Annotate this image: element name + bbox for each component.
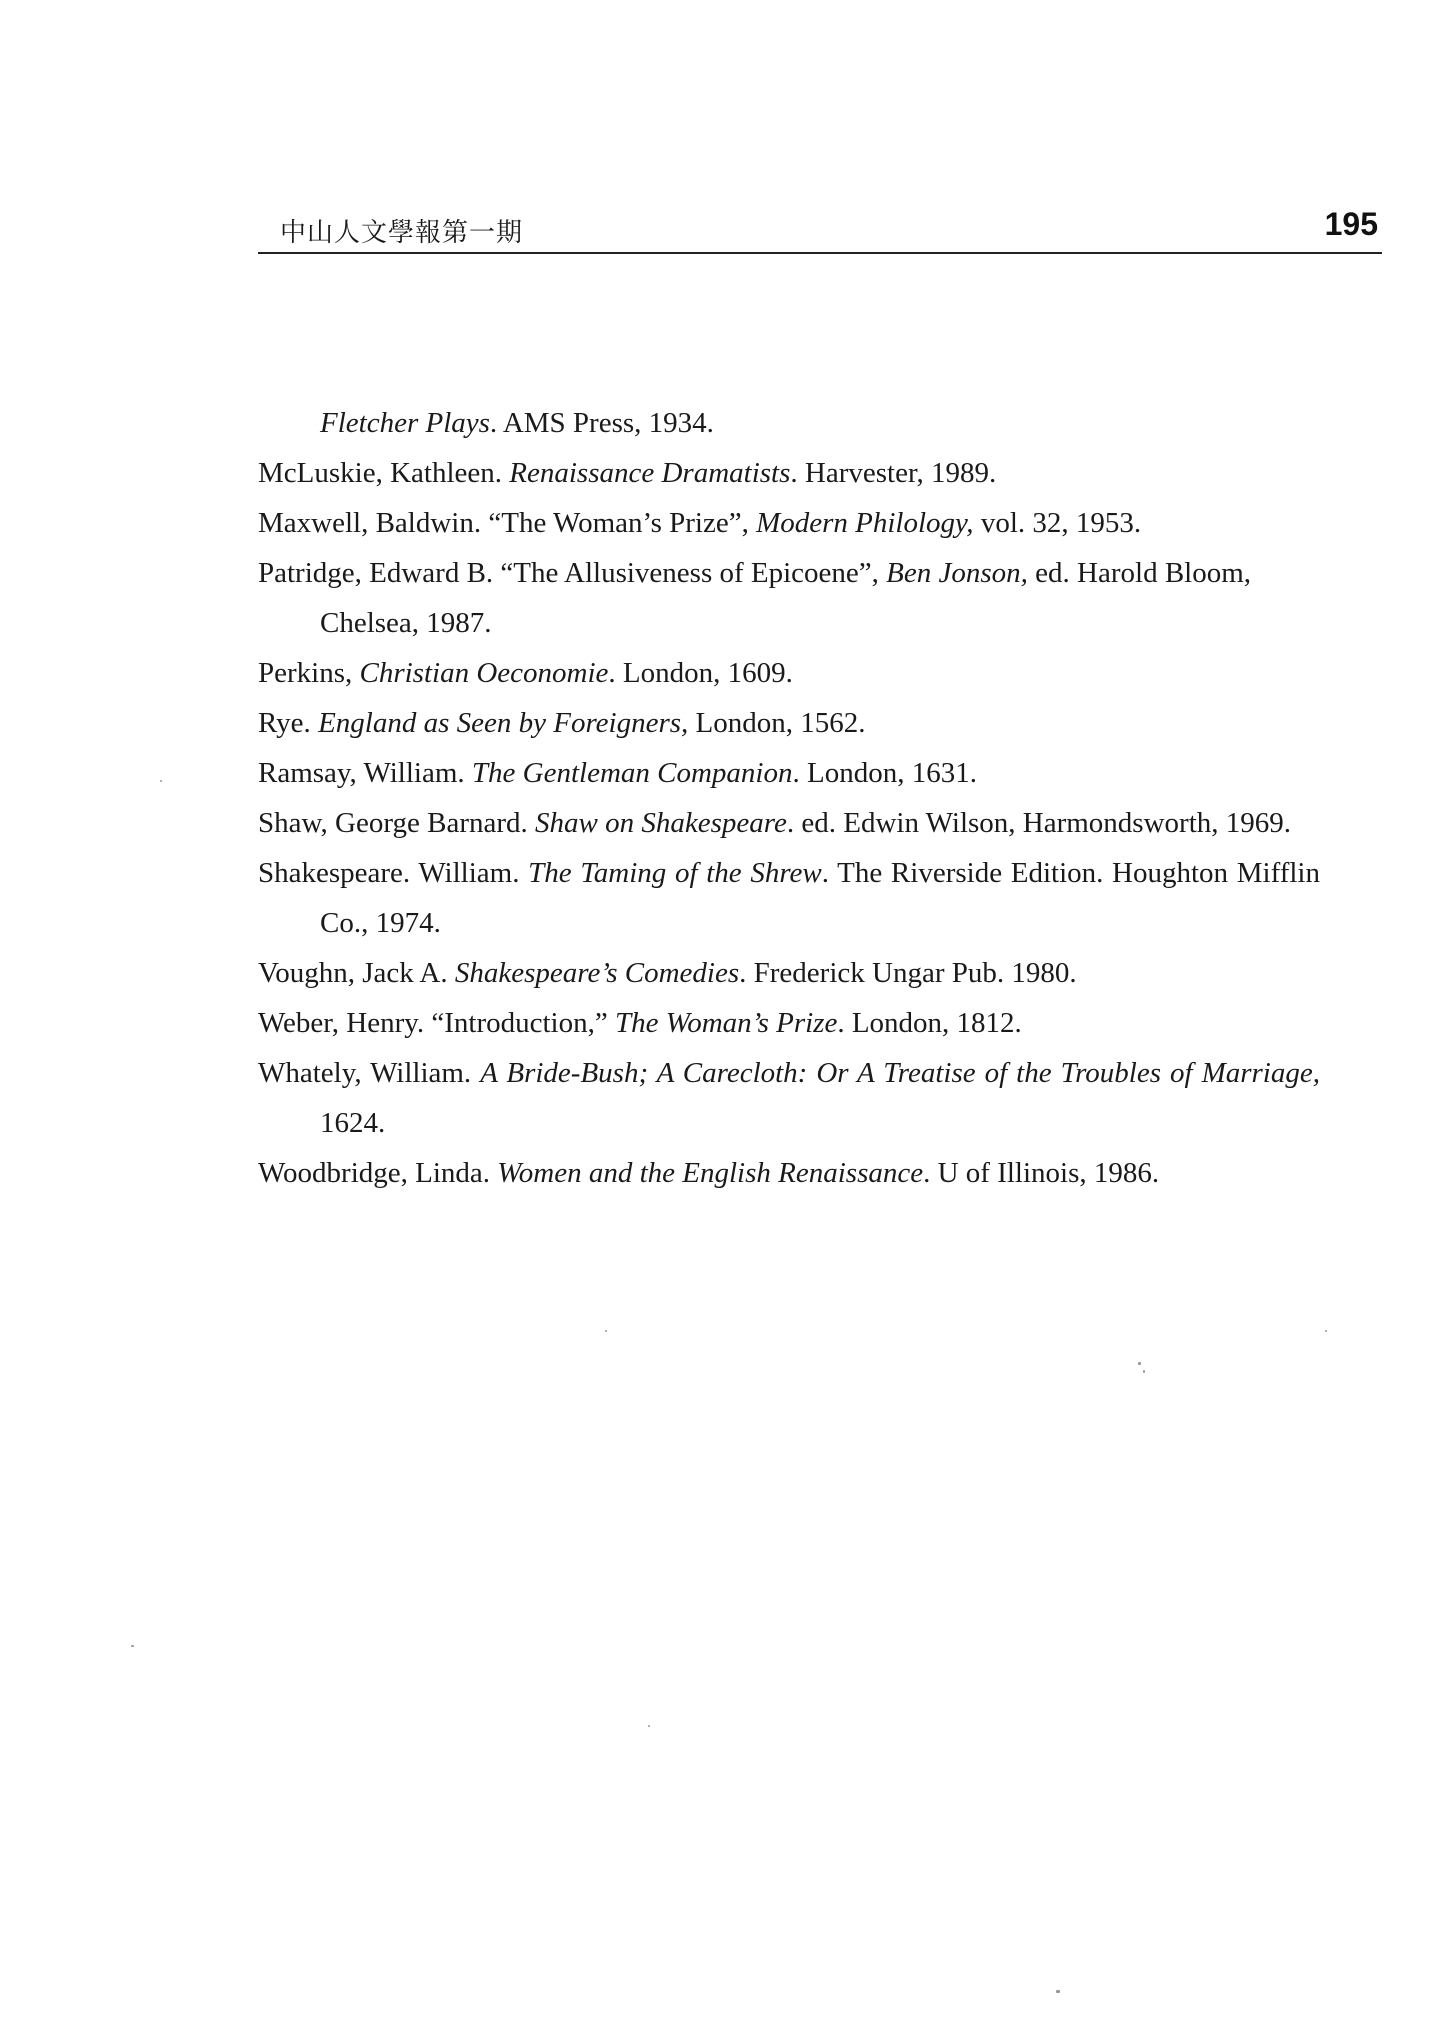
- entry-title-italic: Christian Oeconomie: [359, 657, 609, 689]
- entry-text: Woodbridge, Linda.: [258, 1157, 498, 1189]
- entry-text: . Harvester, 1989.: [790, 457, 997, 489]
- page-number: 195: [1324, 206, 1378, 242]
- entry-text: . London, 1609.: [608, 657, 793, 689]
- scan-speck: [1056, 1990, 1060, 1993]
- bibliography-entry: [258, 548, 1320, 648]
- entry-text: Voughn, Jack A.: [258, 957, 455, 989]
- entry-text: McLuskie, Kathleen.: [258, 457, 510, 489]
- entry-title-italic: Renaissance Dramatists: [509, 457, 791, 489]
- entry-text: Ramsay, William.: [258, 757, 472, 789]
- bibliography-entry: [258, 398, 1320, 448]
- bibliography-entry: [258, 798, 1320, 848]
- entry-text: Shakespeare. William.: [258, 857, 529, 889]
- scan-speck: [1143, 1370, 1145, 1373]
- entry-text: ed. Harold Bloom, Chelsea, 1987.: [320, 557, 1252, 639]
- bibliography-entry: [258, 748, 1320, 798]
- bibliography-entry: [258, 998, 1320, 1048]
- entry-text: Patridge, Edward B. “The Allusiveness of Epicoene”,: [258, 557, 887, 589]
- entry-title-italic: Fletcher Plays: [320, 407, 490, 439]
- entry-title-italic: Shakespeare’s Comedies: [454, 957, 740, 989]
- entry-title-italic: The Gentleman Companion: [471, 757, 793, 789]
- scan-speck: [160, 780, 162, 782]
- entry-text: Maxwell, Baldwin. “The Woman’s Prize”,: [258, 507, 757, 539]
- bibliography-entry: [258, 848, 1320, 948]
- bibliography-entry: [258, 948, 1320, 998]
- entry-text: Weber, Henry. “Introduction,”: [258, 1007, 615, 1039]
- entry-text: 1624.: [320, 1107, 386, 1139]
- entry-title-italic: England as Seen by Foreigners,: [318, 707, 689, 739]
- entry-text: Perkins,: [258, 657, 360, 689]
- running-header: [258, 202, 1382, 254]
- entry-text: . London, 1631.: [792, 757, 977, 789]
- entry-title-italic: The Taming of the Shrew: [528, 857, 822, 889]
- entry-text: . The Riverside Edition. Houghton Mifflin Co., 1974.: [320, 857, 1320, 939]
- entry-text: . Frederick Ungar Pub. 1980.: [739, 957, 1077, 989]
- entry-text: . U of Illinois, 1986.: [923, 1157, 1160, 1189]
- entry-title-italic: Ben Jonson,: [886, 557, 1028, 589]
- scan-speck: [605, 1330, 607, 1332]
- entry-text: . AMS Press, 1934.: [489, 407, 714, 439]
- journal-title: 中山人文學報第一期: [280, 218, 524, 248]
- scan-speck: [131, 1645, 134, 1647]
- scan-speck: [648, 1725, 650, 1727]
- entry-title-italic: Modern Philology,: [756, 507, 974, 539]
- bibliography-entry: [258, 498, 1320, 548]
- entry-text: Shaw, George Barnard.: [258, 807, 536, 839]
- entry-text: London, 1562.: [688, 707, 866, 739]
- scan-speck: [1325, 1330, 1327, 1332]
- bibliography-entry: [258, 698, 1320, 748]
- entry-title-italic: Women and the English Renaissance: [497, 1157, 924, 1189]
- entry-text: . London, 1812.: [837, 1007, 1022, 1039]
- bibliography-entry: [258, 1048, 1320, 1148]
- entry-title-italic: The Woman’s Prize: [614, 1007, 838, 1039]
- entry-title-italic: A Bride-Bush; A Carecloth: Or A Treatise of the Troubles of Marriage,: [480, 1057, 1320, 1089]
- bibliography-entry: [258, 1148, 1320, 1198]
- entry-text: Whately, William.: [258, 1057, 481, 1089]
- entry-title-italic: Shaw on Shakespeare: [535, 807, 787, 839]
- bibliography-entry: [258, 648, 1320, 698]
- bibliography-list: [258, 398, 1320, 1198]
- entry-text: vol. 32, 1953.: [973, 507, 1142, 539]
- entry-text: Rye.: [258, 707, 319, 739]
- scan-speck: [1138, 1362, 1141, 1365]
- entry-text: . ed. Edwin Wilson, Harmondsworth, 1969.: [786, 807, 1292, 839]
- bibliography-entry: [258, 448, 1320, 498]
